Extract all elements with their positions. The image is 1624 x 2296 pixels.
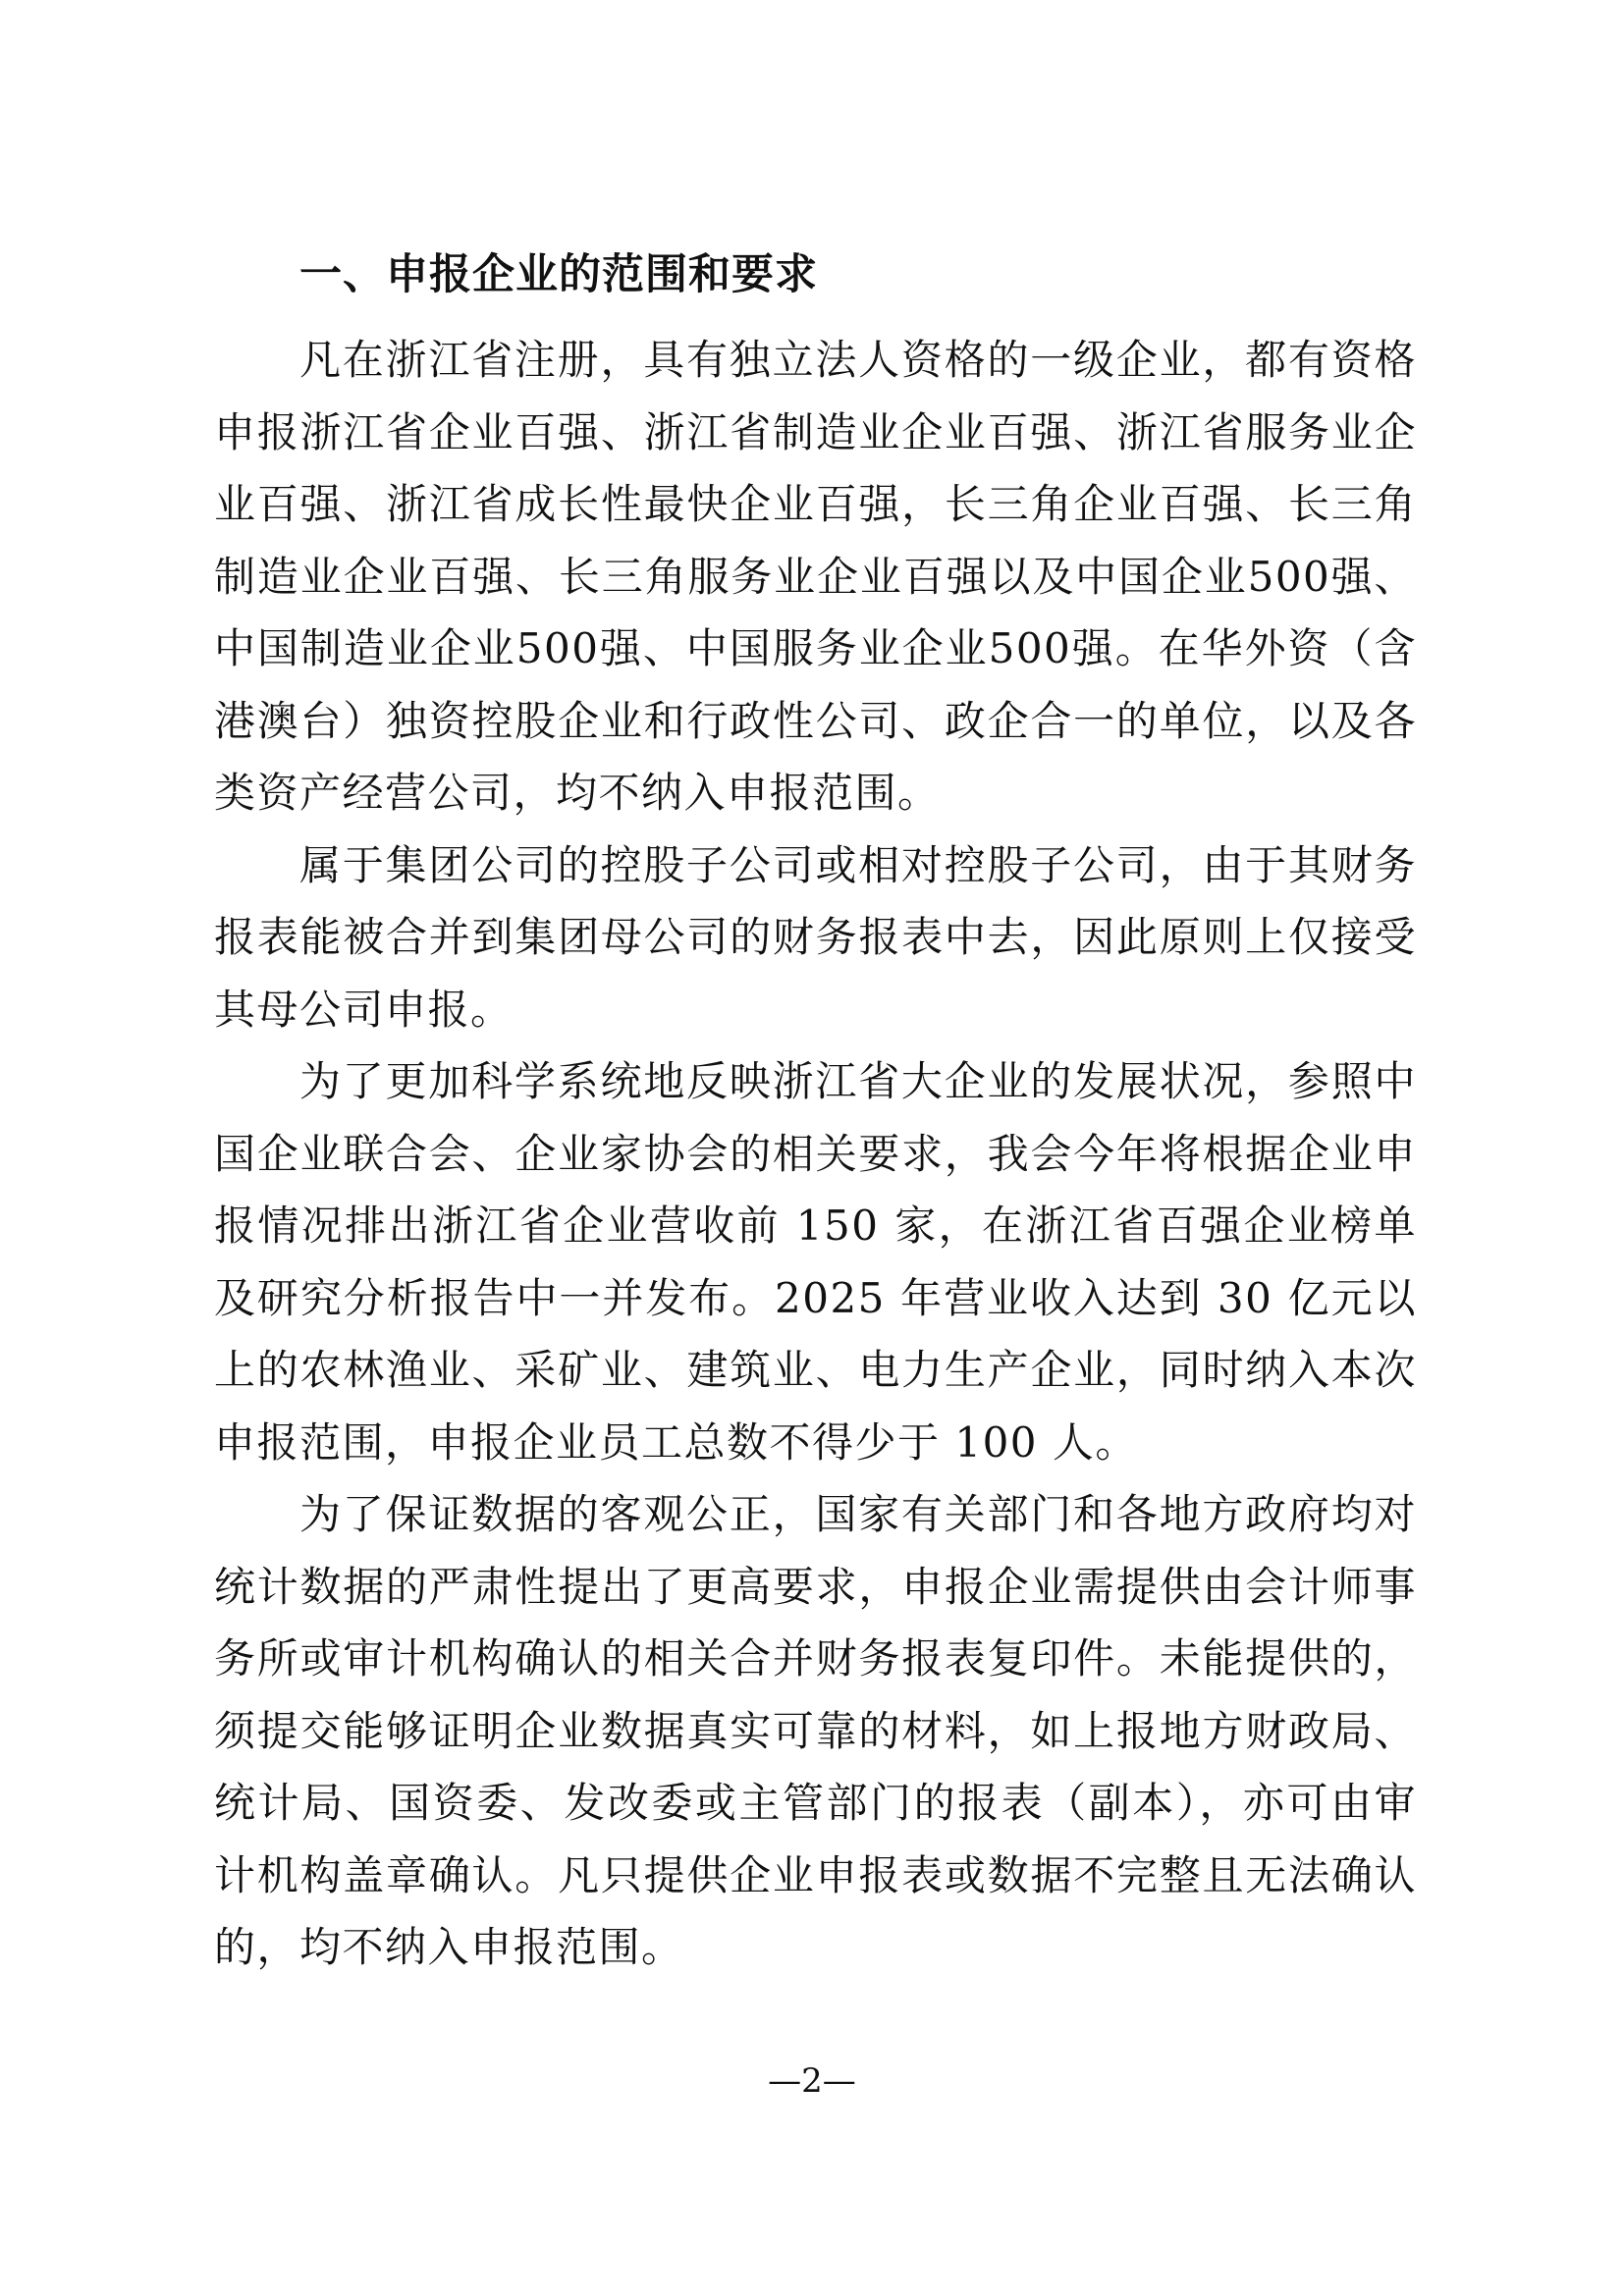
- body-text: [214, 324, 1417, 1984]
- paragraph-scope: 凡在浙江省注册，具有独立法人资格的一级企业，都有资格申报浙江省企业百强、浙江省制造业企业百强、浙江省服务业企业百强、浙江省成长性最快企业百强，长三角企业百强、长三角制造业企业百强、长三角服务业企业百强以及中国企业500强、中国制造业企业500强、中国服务业企业500强。在华外资（含港澳台）独资控股企业和行政性公司、政企合一的单位，以及各类资产经营公司，均不纳入申报范围。: [214, 336, 1417, 817]
- section-heading: 一、申报企业的范围和要求: [299, 250, 818, 299]
- page-number: —2—: [768, 2061, 856, 2101]
- paragraph-ranking: 为了更加科学系统地反映浙江省大企业的发展状况，参照中国企业联合会、企业家协会的相关要求，我会今年将根据企业申报情况排出浙江省企业营收前 150 家，在浙江省百强企业榜单及研究分析报告中一并发布。2025 年营业收入达到 30 亿元以上的农林渔业、采矿业、建筑业、电力生产企业，同时纳入本次申报范围，申报企业员工总数不得少于 100 人。: [214, 1057, 1417, 1467]
- paragraph-data-verification: 为了保证数据的客观公正，国家有关部门和各地方政府均对统计数据的严肃性提出了更高要求，申报企业需提供由会计师事务所或审计机构确认的相关合并财务报表复印件。未能提供的，须提交能够证明企业数据真实可靠的材料，如上报地方财政局、统计局、国资委、发改委或主管部门的报表（副本），亦可由审计机构盖章确认。凡只提供企业申报表或数据不完整且无法确认的，均不纳入申报范围。: [214, 1490, 1417, 1971]
- paragraph-subsidiaries: 属于集团公司的控股子公司或相对控股子公司，由于其财务报表能被合并到集团母公司的财务报表中去，因此原则上仅接受其母公司申报。: [214, 840, 1417, 1034]
